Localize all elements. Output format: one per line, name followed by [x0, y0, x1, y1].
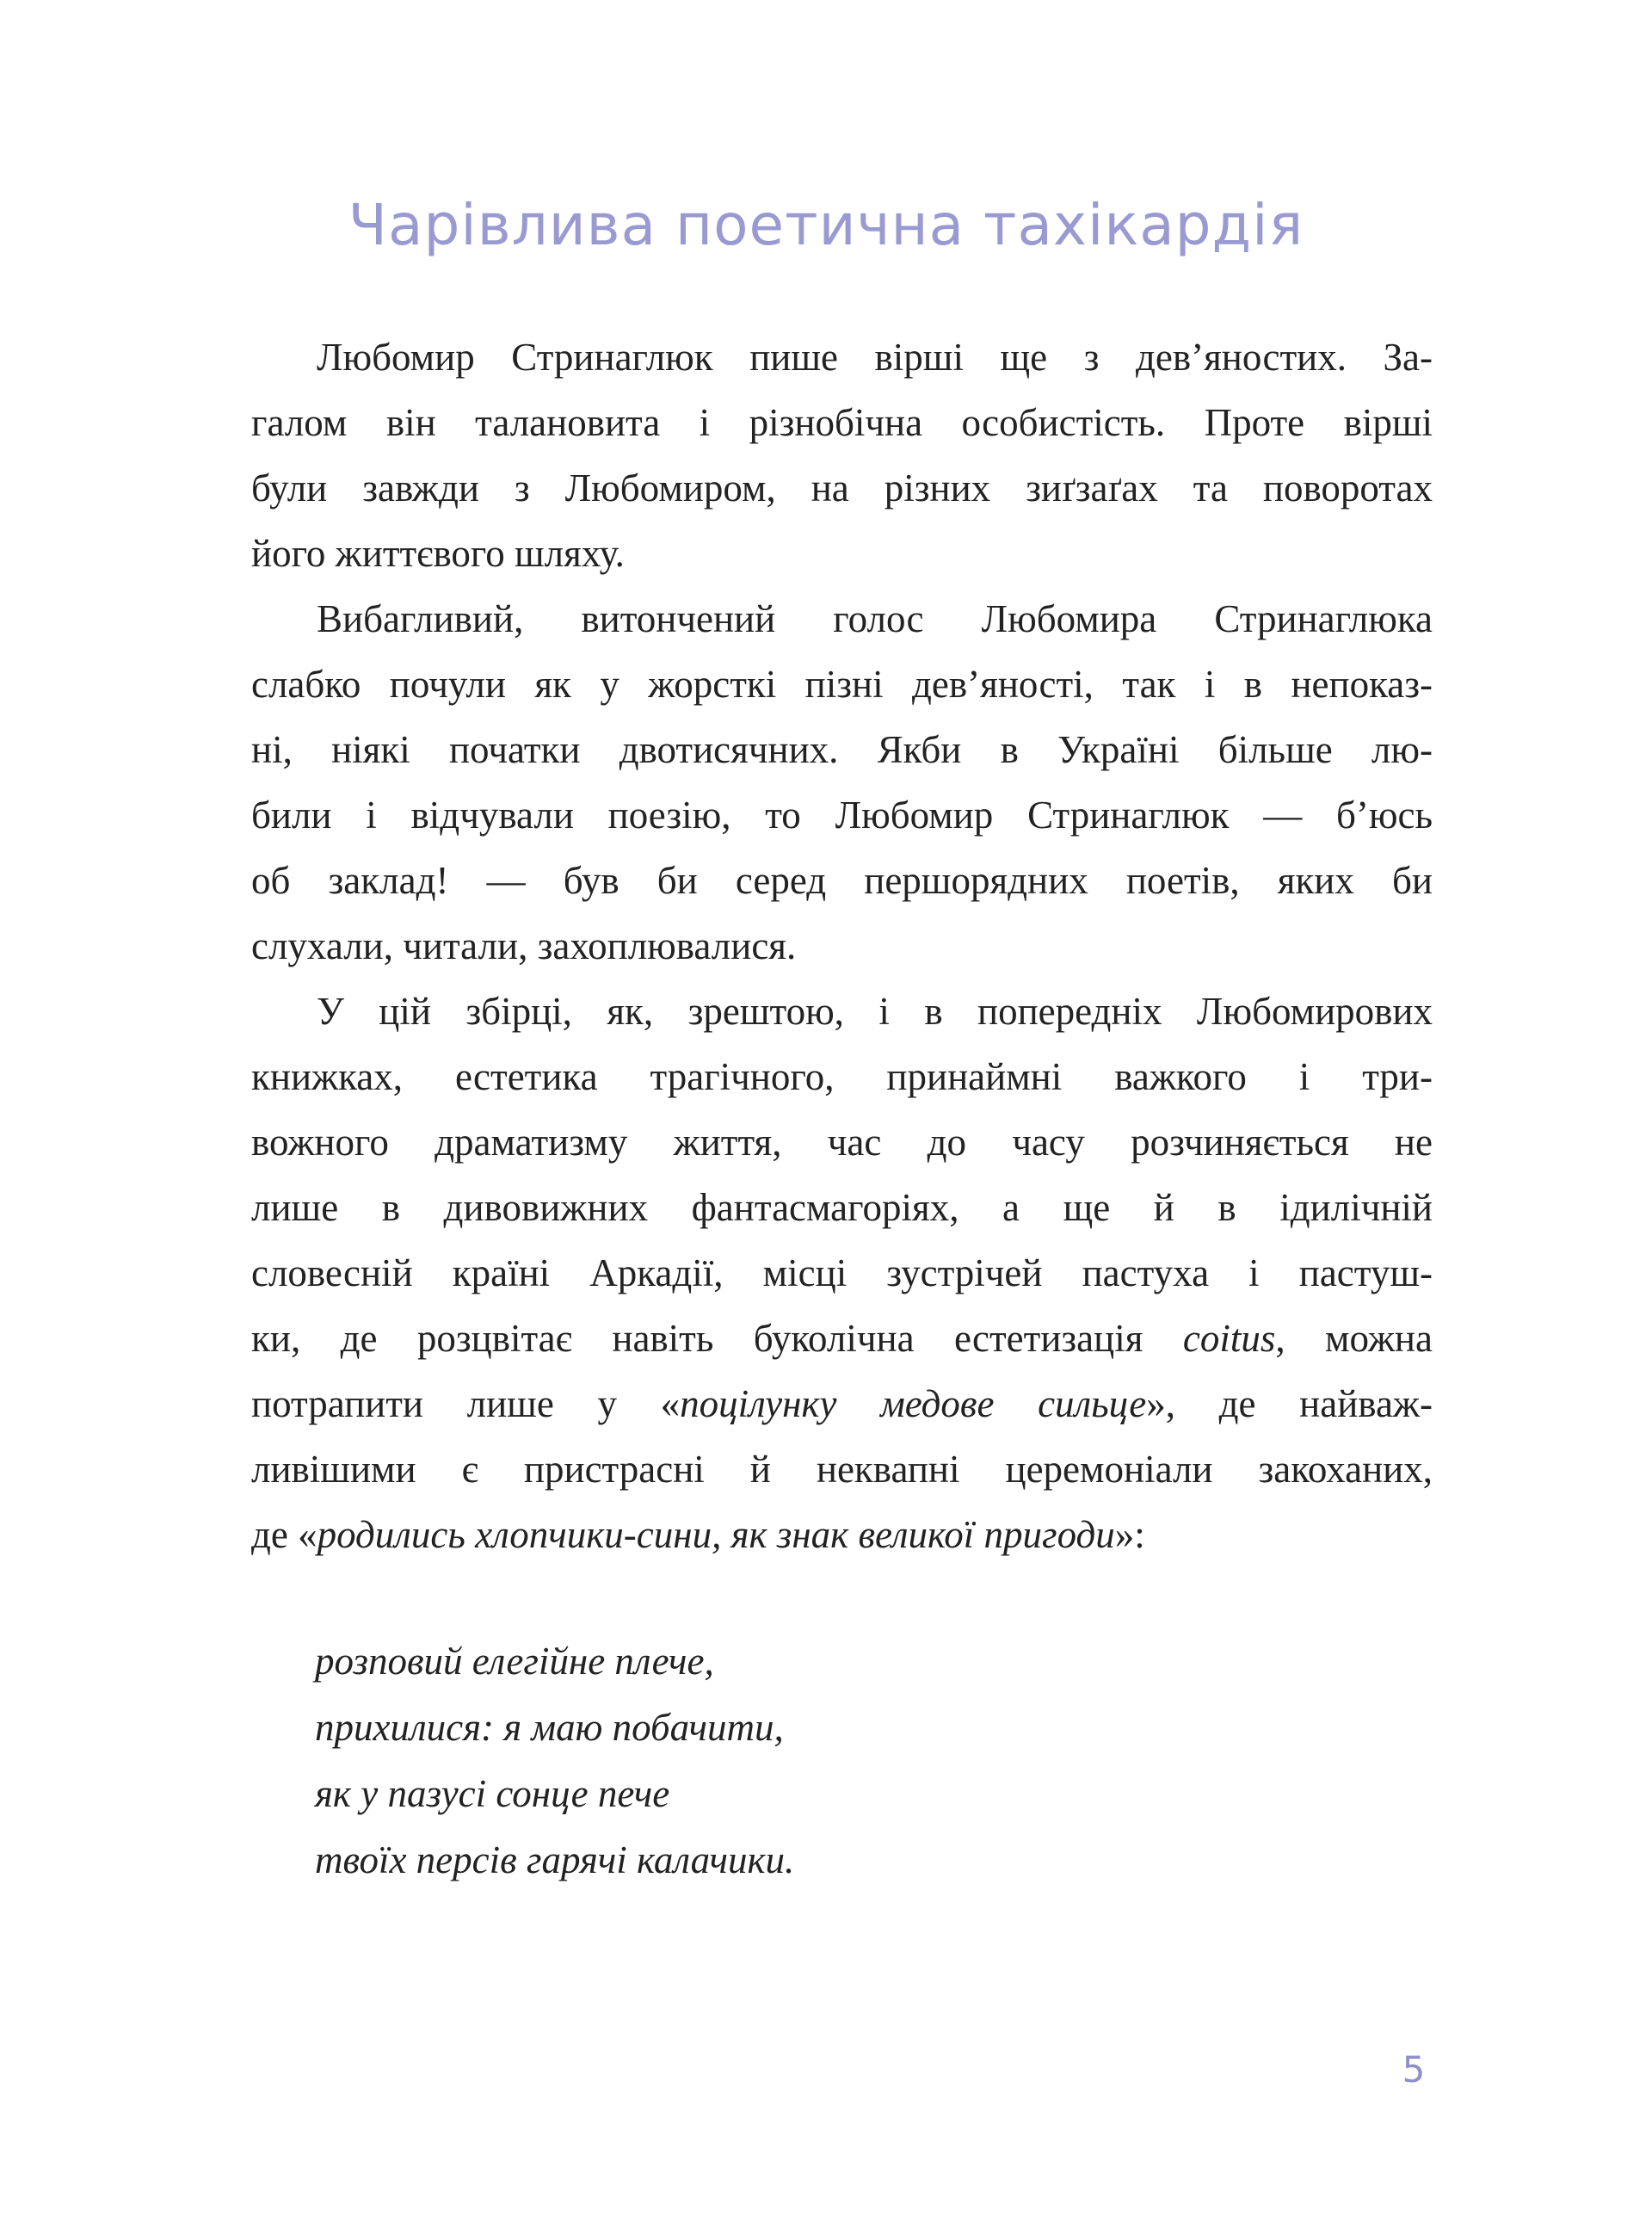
text-segment: потрапити лише у « [251, 1382, 681, 1425]
text-line [251, 1371, 1433, 1436]
text-line [251, 782, 1433, 848]
poem-line: твоїх персів гарячі калачики. [315, 1838, 795, 1881]
text-line [251, 652, 1433, 717]
text-segment: ливішими є пристрасні й неквапні церемоніали закоханих, [251, 1448, 1433, 1491]
text-segment: У цій збірці, як, зрештою, і в попередніх Любомирових [317, 990, 1433, 1033]
text-segment: вожного драматизму життя, час до часу розчиняється не [251, 1121, 1433, 1164]
poem-line: як у пазусі сонце пече [315, 1772, 670, 1815]
text-segment: лише в дивовижних фантасмагоріях, а ще й в ідилічній [251, 1186, 1433, 1229]
text-segment: галом він талановита і різнобічна особистість. Проте вірші [251, 401, 1433, 444]
text-line [251, 979, 1433, 1044]
text-line [251, 913, 1433, 979]
text-segment: де « [251, 1513, 317, 1556]
poem-quote [315, 1628, 794, 1893]
text-segment: , можна [1275, 1317, 1433, 1360]
italic-quote: родились хлопчики-сини, як знак великої пригоди [317, 1513, 1115, 1556]
text-segment: об заклад! — був би серед першорядних поетів, яких би [251, 859, 1433, 902]
text-line [251, 1175, 1433, 1240]
text-line [251, 717, 1433, 782]
text-line [251, 455, 1433, 521]
text-line [251, 1436, 1433, 1502]
page-title: Чарівлива поетична тахікардія [348, 192, 1304, 258]
text-line [251, 1306, 1433, 1371]
poem-line: розповий елегійне плече, [315, 1640, 714, 1683]
text-segment: », де найваж- [1146, 1382, 1433, 1425]
italic-quote: coitus [1182, 1317, 1276, 1360]
text-segment: слабко почули як у жорсткі пізні девʼяності, так і в непоказ- [251, 663, 1433, 706]
text-line [251, 1044, 1433, 1109]
text-line [251, 1109, 1433, 1175]
text-segment: ні, ніякі початки двотисячних. Якби в Україні більше лю- [251, 728, 1433, 771]
text-segment: Вибагливий, витончений голос Любомира Стринаглюка [317, 597, 1433, 640]
text-segment: словесній країні Аркадії, місці зустрічей пастуха і пастуш- [251, 1251, 1433, 1294]
paragraph [251, 324, 1433, 586]
text-segment: слухали, читали, захоплювалися. [251, 924, 797, 967]
text-segment: ки, де розцвітає навіть буколічна естетизація [251, 1317, 1183, 1360]
text-line [251, 390, 1433, 455]
text-line [251, 1240, 1433, 1306]
text-line [251, 586, 1433, 652]
text-segment: били і відчували поезію, то Любомир Стринаглюк — бʼюсь [251, 794, 1433, 837]
text-segment: »: [1114, 1513, 1145, 1556]
text-segment: були завжди з Любомиром, на різних зиґзаґах та поворотах [251, 466, 1433, 510]
paragraph [251, 586, 1433, 979]
italic-quote: поцілунку медове сильце [680, 1382, 1147, 1425]
page-number: 5 [1402, 2048, 1426, 2091]
body-text [251, 324, 1433, 1567]
poem-line: прихилися: я маю побачити, [315, 1706, 784, 1749]
text-line [251, 1502, 1433, 1567]
text-line [251, 324, 1433, 390]
paragraph [251, 979, 1433, 1567]
text-line [251, 521, 1433, 586]
text-segment: книжках, естетика трагічного, принаймні важкого і три- [251, 1055, 1433, 1098]
text-segment: його життєвого шляху. [251, 532, 625, 575]
text-segment: Любомир Стринаглюк пише вірші ще з девʼяностих. За- [317, 336, 1433, 379]
text-line [251, 848, 1433, 913]
